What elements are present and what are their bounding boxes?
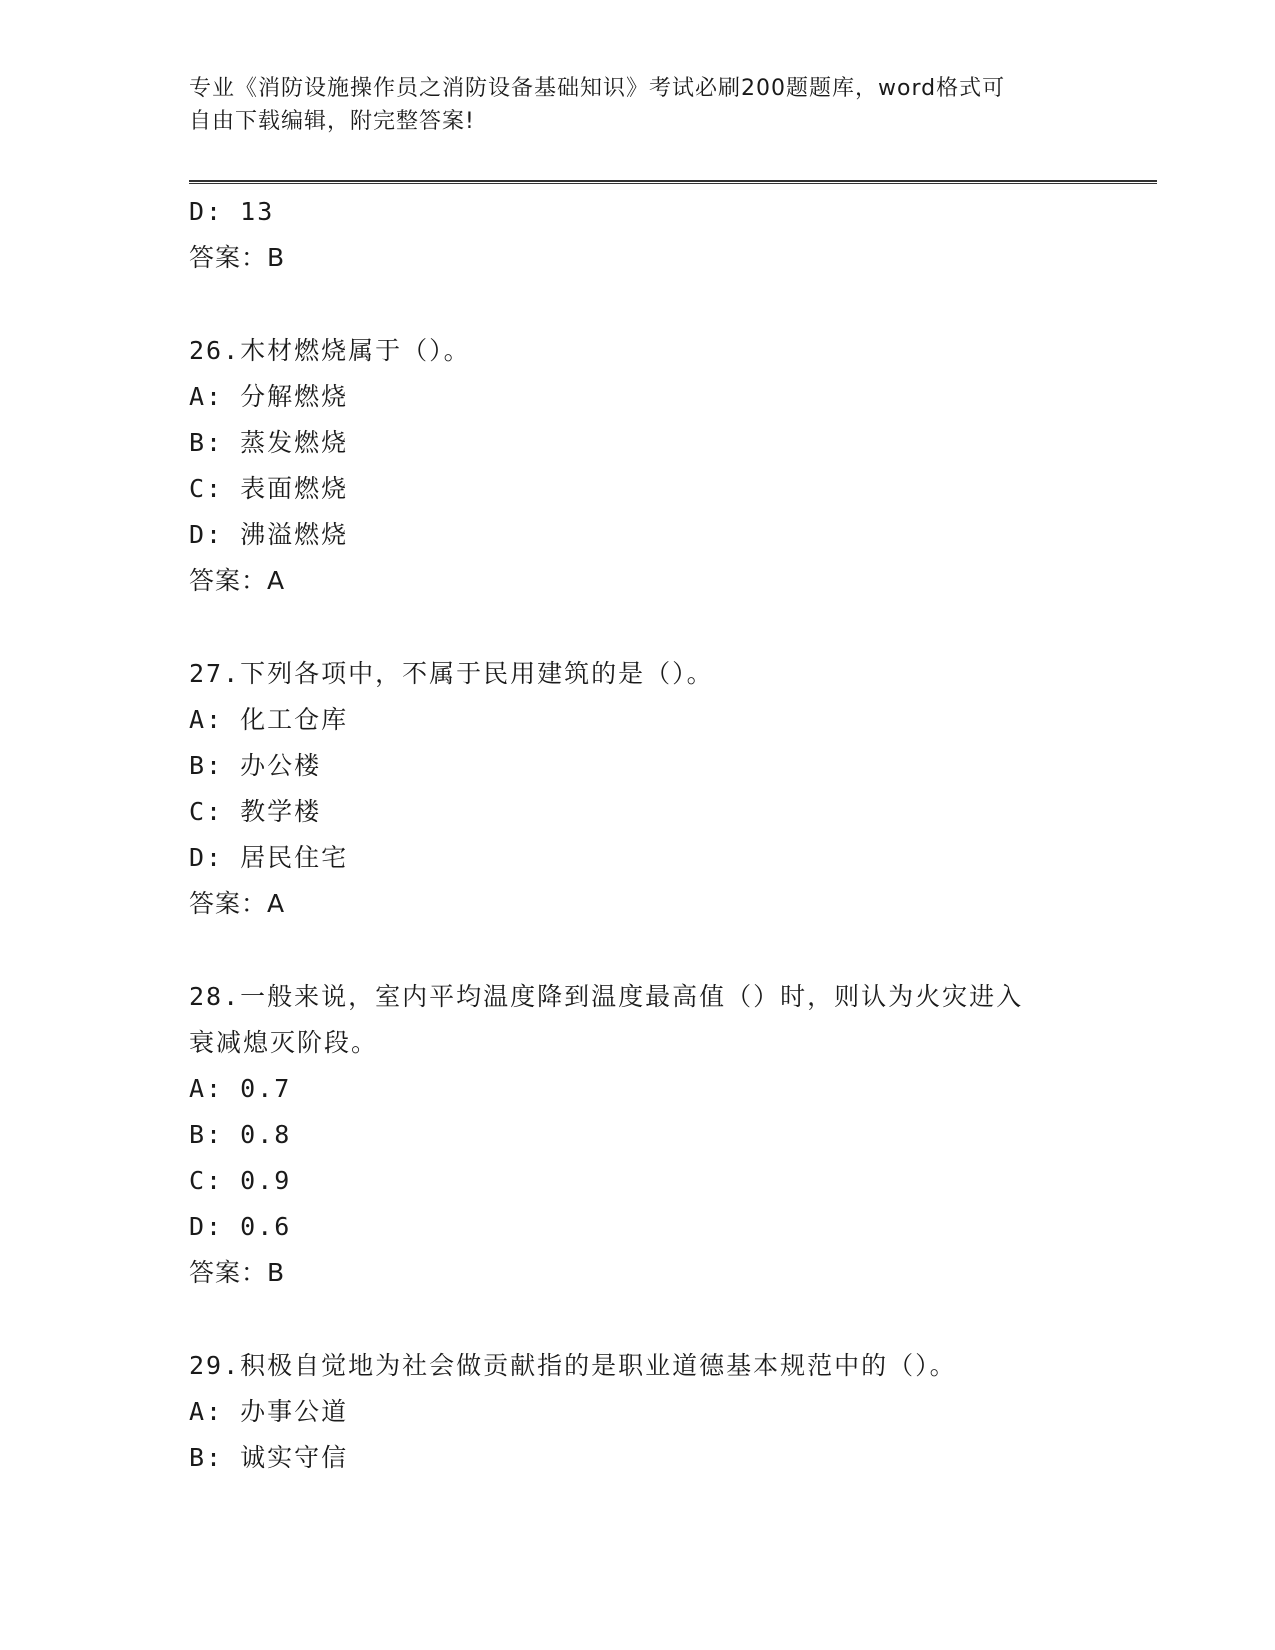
option-a: A: 办事公道 (189, 1397, 349, 1426)
option-b: B: 办公楼 (189, 751, 322, 780)
question-26 (189, 328, 1089, 604)
option-b: B: 0.8 (189, 1120, 292, 1149)
question-text: 29.积极自觉地为社会做贡献指的是职业道德基本规范中的（）。 (189, 1351, 957, 1380)
header-line-2: 自由下载编辑，附完整答案! (189, 109, 475, 134)
answer-line: 答案：A (189, 566, 286, 595)
answer-line: 答案：B (189, 243, 286, 272)
option-a: A: 分解燃烧 (189, 382, 349, 411)
question-text-continued: 衰减熄灭阶段。 (189, 1028, 379, 1057)
question-text: 27.下列各项中，不属于民用建筑的是（）。 (189, 659, 714, 688)
question-27 (189, 651, 1089, 927)
option-d: D: 居民住宅 (189, 843, 349, 872)
option-c: C: 教学楼 (189, 797, 322, 826)
spacer (189, 1296, 1089, 1343)
question-text: 26.木材燃烧属于（）。 (189, 336, 471, 365)
question-text: 28.一般来说，室内平均温度降到温度最高值（）时，则认为火灾进入 (189, 982, 1024, 1011)
question-list (189, 189, 1089, 1481)
option-d: D: 沸溢燃烧 (189, 520, 349, 549)
option-b: B: 诚实守信 (189, 1443, 349, 1472)
question-29 (189, 1343, 1089, 1481)
page-header (189, 72, 1089, 138)
spacer (189, 281, 1089, 328)
option-a: A: 化工仓库 (189, 705, 349, 734)
option-d: D: 0.6 (189, 1212, 292, 1241)
option-d: D: 13 (189, 197, 275, 226)
header-line-1: 专业《消防设施操作员之消防设备基础知识》考试必刷200题题库，word格式可 (189, 76, 1006, 101)
option-c: C: 0.9 (189, 1166, 292, 1195)
spacer (189, 927, 1089, 974)
answer-line: 答案：B (189, 1258, 286, 1287)
option-c: C: 表面燃烧 (189, 474, 349, 503)
option-a: A: 0.7 (189, 1074, 292, 1103)
header-divider (189, 180, 1157, 184)
answer-line: 答案：A (189, 889, 286, 918)
question-28 (189, 974, 1089, 1296)
option-b: B: 蒸发燃烧 (189, 428, 349, 457)
prev-question-tail (189, 189, 1089, 281)
spacer (189, 604, 1089, 651)
